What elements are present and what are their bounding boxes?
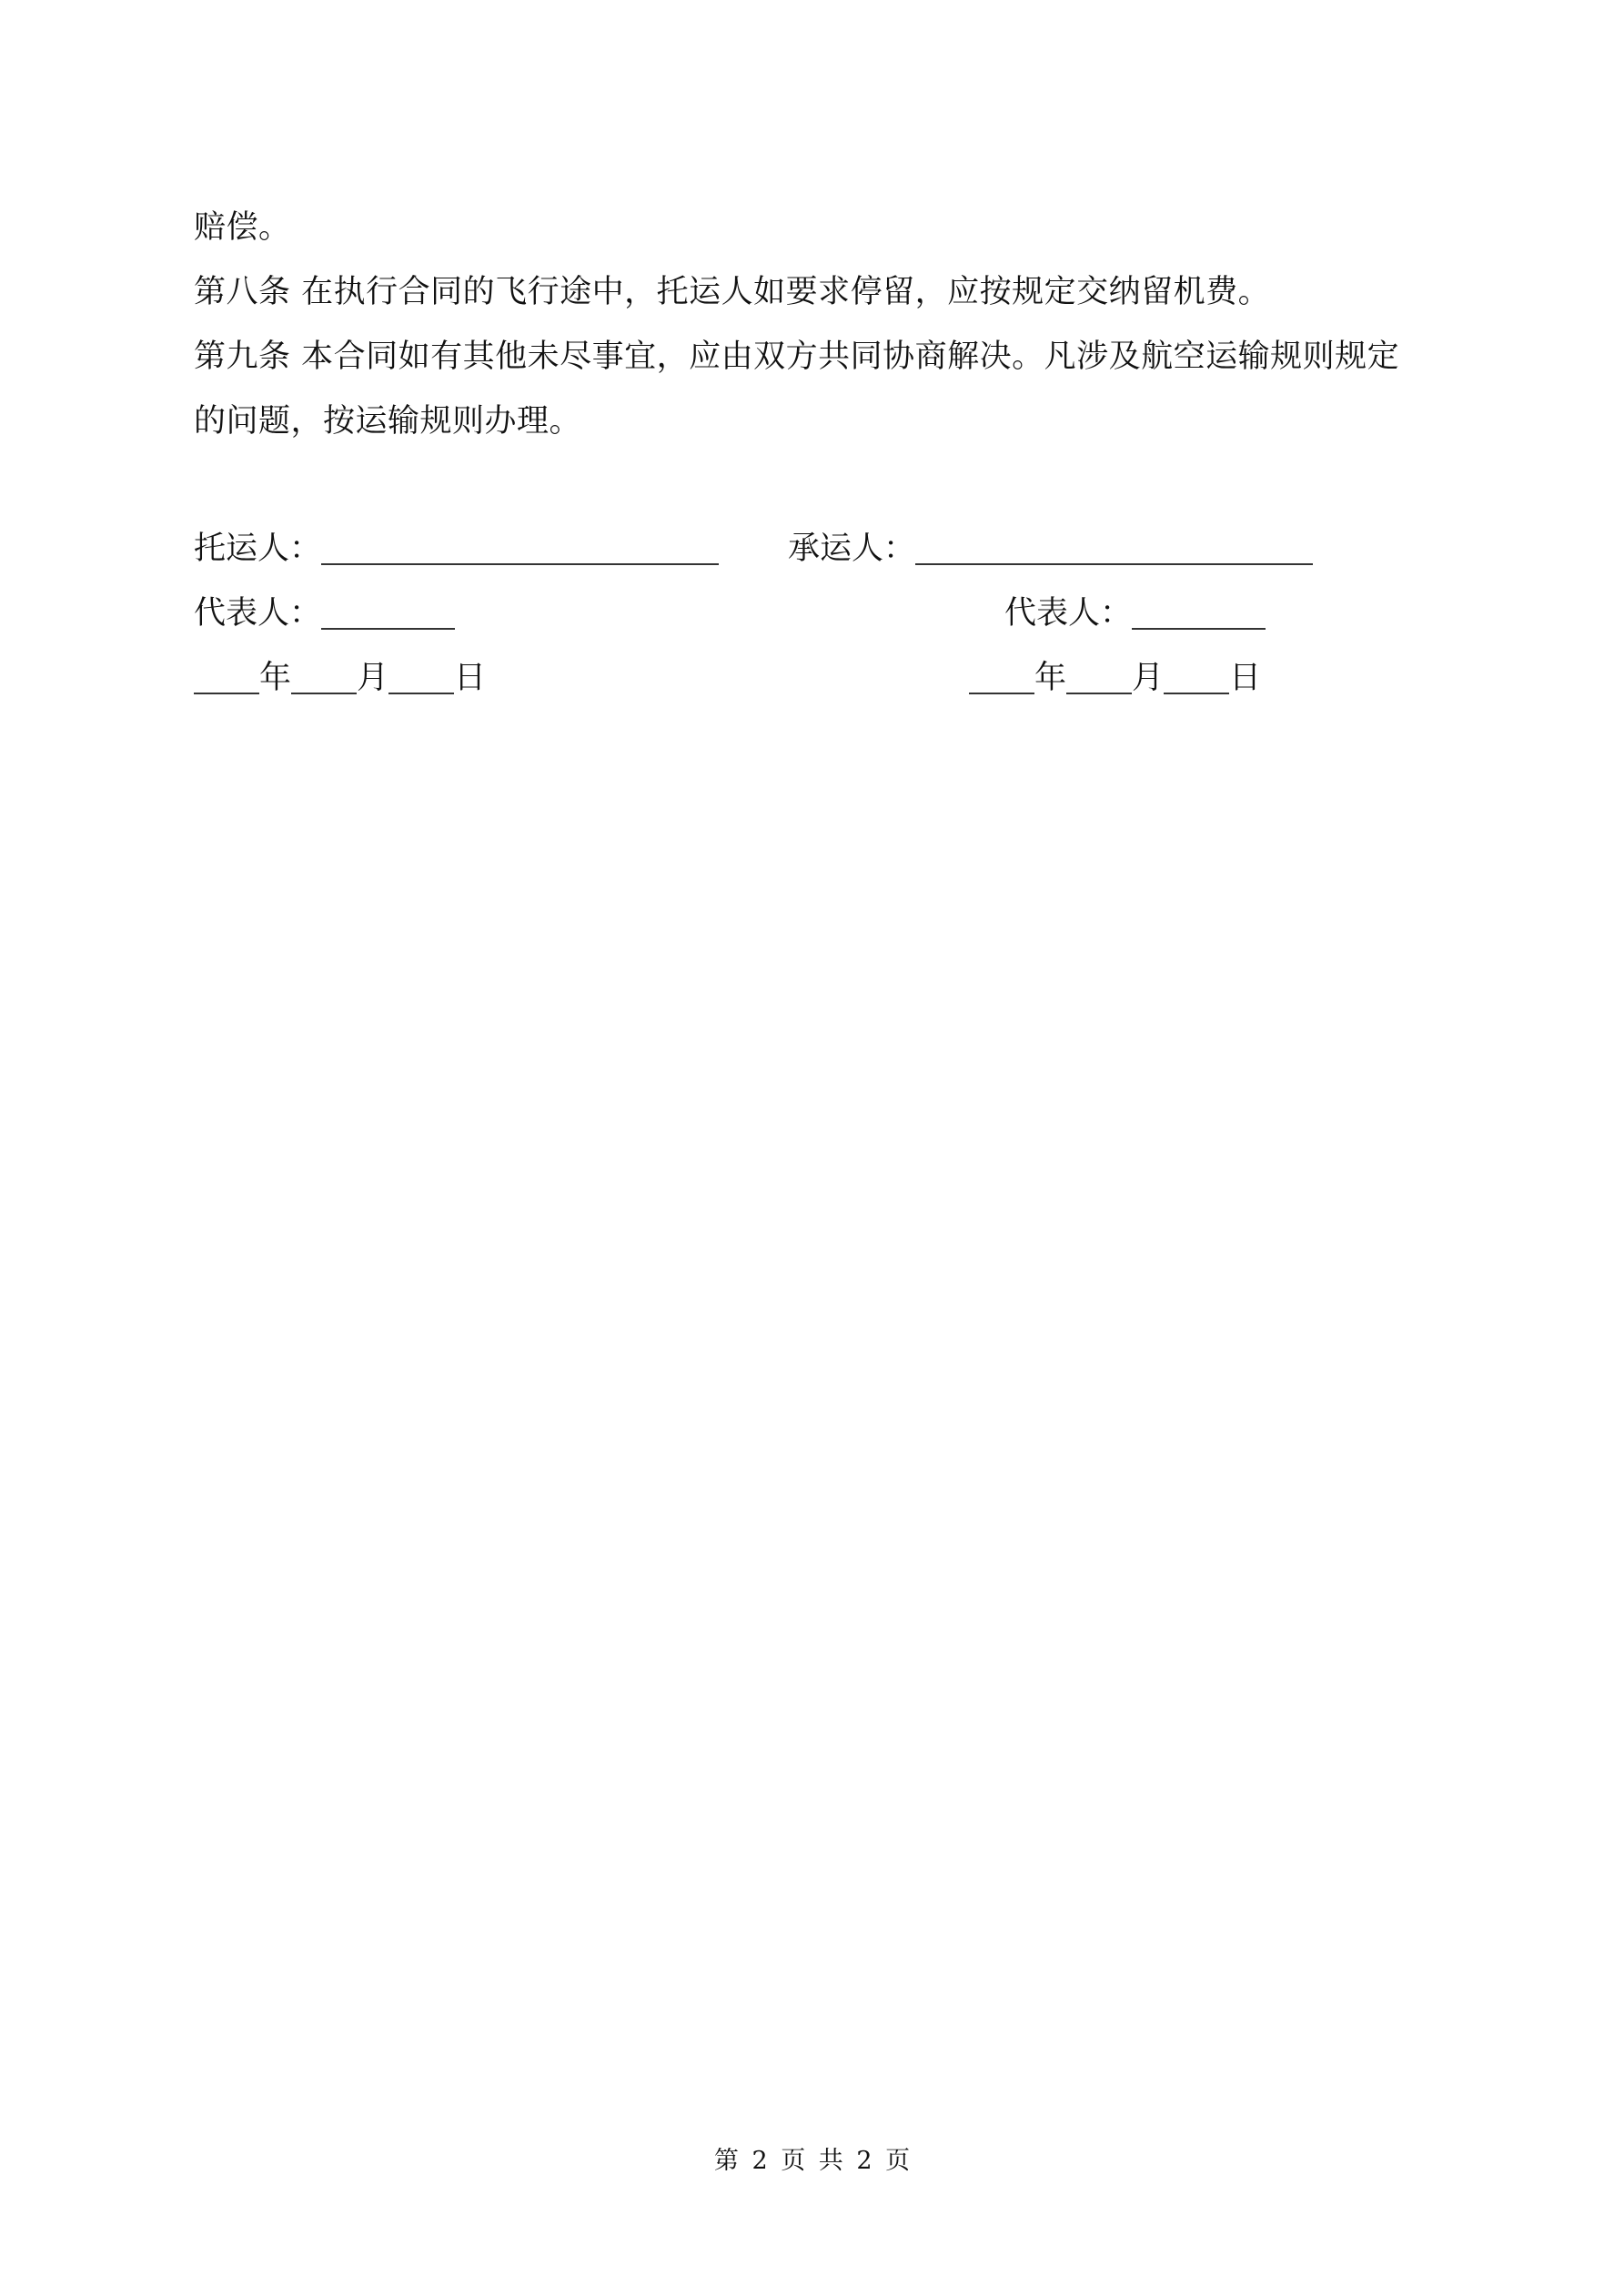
- carrier-year-blank: [969, 662, 1034, 694]
- article-8-paragraph: 第八条 在执行合同的飞行途中，托运人如要求停留，应按规定交纳留机费。: [194, 274, 1271, 310]
- carrier-representative-blank: [1132, 597, 1266, 630]
- shipper-representative-label: 代表人：: [194, 595, 322, 632]
- carrier-signature-blank: [915, 532, 1313, 565]
- paragraph-continuation: 赔偿。: [194, 209, 291, 246]
- shipper-signature-blank: [321, 532, 719, 565]
- carrier-month-label: 月: [1132, 660, 1165, 696]
- shipper-representative-blank: [321, 597, 455, 630]
- shipper-month-blank: [291, 662, 357, 694]
- carrier-label: 承运人：: [788, 531, 916, 567]
- shipper-day-label: 日: [454, 660, 487, 696]
- carrier-day-blank: [1164, 662, 1229, 694]
- carrier-representative-row: [1004, 595, 1266, 632]
- shipper-year-blank: [194, 662, 259, 694]
- shipper-year-label: 年: [259, 660, 292, 696]
- carrier-representative-label: 代表人：: [1004, 595, 1133, 632]
- carrier-date-row: [969, 660, 1261, 696]
- article-9-paragraph: 第九条 本合同如有其他未尽事宜，应由双方共同协商解决。凡涉及航空运输规则规定: [194, 339, 1400, 375]
- shipper-date-row: [194, 660, 486, 696]
- shipper-label: 托运人：: [194, 531, 322, 567]
- shipper-day-blank: [388, 662, 454, 694]
- carrier-signature-row: [788, 531, 1313, 567]
- page-footer: 第 2 页 共 2 页: [713, 2147, 911, 2175]
- shipper-signature-row: [194, 531, 719, 567]
- shipper-representative-row: [194, 595, 455, 632]
- carrier-year-label: 年: [1034, 660, 1067, 696]
- article-9-paragraph-continued: 的问题，按运输规则办理。: [194, 403, 582, 440]
- carrier-month-blank: [1066, 662, 1132, 694]
- shipper-month-label: 月: [357, 660, 389, 696]
- carrier-day-label: 日: [1229, 660, 1262, 696]
